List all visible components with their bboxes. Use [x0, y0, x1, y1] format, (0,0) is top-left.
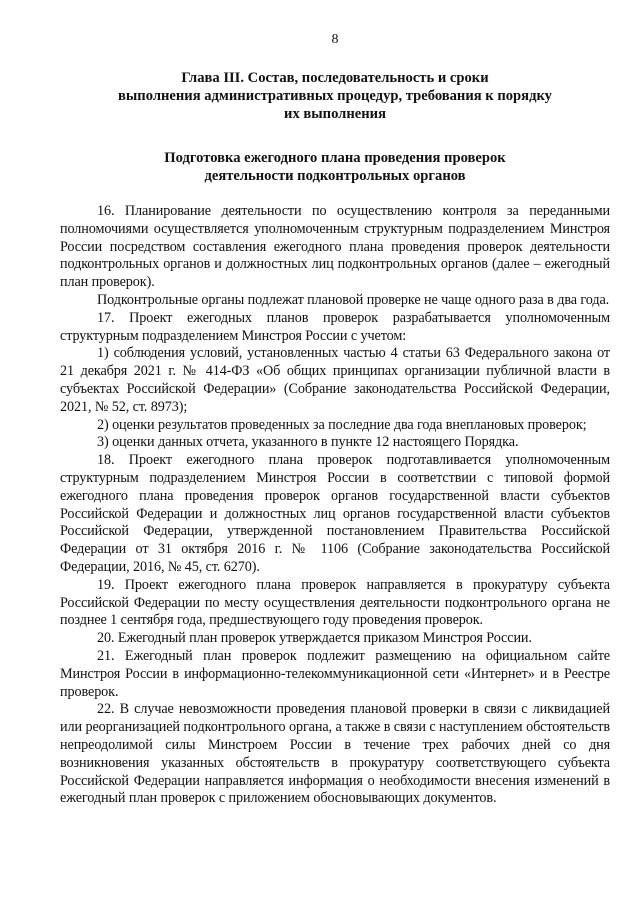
paragraph-20: 20. Ежегодный план проверок утверждается приказом Минстроя России.	[97, 630, 532, 647]
page-number: 8	[331, 32, 339, 47]
paragraph-16: 16. Планирование деятельности по осуществлению контроля за переданными полномочиями осуществляется уполномоченным структурным подразделением Минстроя России посредством составления ежегодного плана проведения проверок деятельности подконтрольных органов и должностных лиц подконтрольных органов (далее – ежегодный план проверок).	[60, 203, 610, 291]
body-text	[60, 203, 610, 808]
paragraph-22: 22. В случае невозможности проведения плановой проверки в связи с ликвидацией или реорганизацией подконтрольного органа, а также в связи с наступлением обстоятельств непреодолимой силы Минстроем России в течение трех рабочих дней со дня возникновения указанных обстоятельств в прокуратуру соответствующего субъекта Российской Федерации направляется информация о необходимости внесения изменений в ежегодный план проверок с приложением обосновывающих документов.	[60, 701, 610, 807]
paragraph-18: 18. Проект ежегодного плана проверок подготавливается уполномоченным структурным подразделением Минстроя России в соответствии с типовой формой ежегодного плана проведения проверок органов государственной власти субъектов Российской Федерации и должностных лиц органов государственной власти субъектов Российской Федерации, утвержденной постановлением Правительства Российской Федерации от 31 октября 2016 г. № 1106 (Собрание законодательства Российской Федерации, 2016, № 45, ст. 6270).	[60, 452, 610, 575]
chapter-title-line: Глава III. Состав, последовательность и сроки	[181, 70, 489, 86]
paragraph-plan-frequency: Подконтрольные органы подлежат плановой проверке не чаще одного раза в два года.	[97, 291, 610, 308]
section-title	[60, 149, 610, 185]
paragraph-19: 19. Проект ежегодного плана проверок направляется в прокуратуру субъекта Российской Федерации по месту осуществления деятельности подконтрольного органа не позднее 1 сентября года, предшествующего году проведения проверок.	[60, 576, 610, 629]
paragraph-17: 17. Проект ежегодных планов проверок разрабатывается уполномоченным структурным подразделением Минстроя России с учетом:	[60, 309, 610, 344]
paragraph-17-item-3: 3) оценки данных отчета, указанного в пункте 12 настоящего Порядка.	[97, 434, 519, 451]
paragraph-21: 21. Ежегодный план проверок подлежит размещению на официальном сайте Минстроя России в информационно-телекоммуникационной сети «Интернет» и в Реестре проверок.	[60, 647, 610, 700]
chapter-title-line: их выполнения	[284, 106, 386, 122]
paragraph-17-item-1: 1) соблюдения условий, установленных частью 4 статьи 63 Федерального закона от 21 декабря 2021 г. № 414-ФЗ «Об общих принципах организации публичной власти в субъектах Российской Федерации» (Собрание законодательства Российской Федерации, 2021, № 52, ст. 8973);	[60, 345, 610, 415]
section-title-line: Подготовка ежегодного плана проведения проверок	[164, 150, 506, 166]
chapter-title-line: выполнения административных процедур, требования к порядку	[118, 88, 552, 104]
paragraph-17-item-2: 2) оценки результатов проведенных за последние два года внеплановых проверок;	[97, 416, 587, 433]
section-title-line: деятельности подконтрольных органов	[204, 168, 466, 184]
chapter-title	[60, 69, 610, 123]
